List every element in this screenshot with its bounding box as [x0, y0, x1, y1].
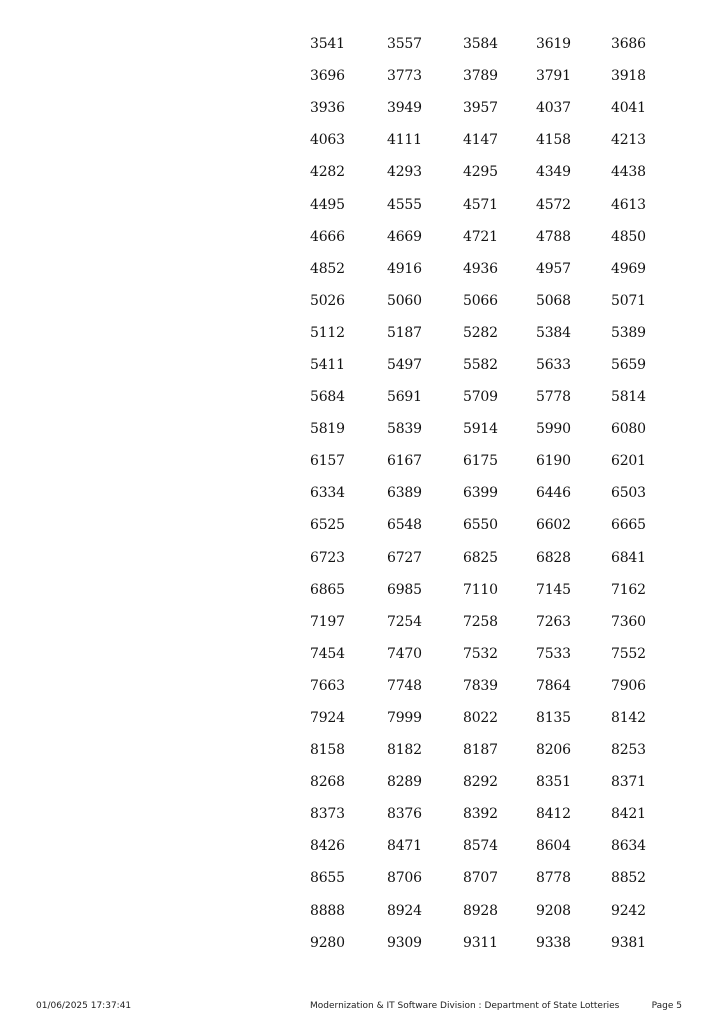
table-cell: 4969 [611, 260, 646, 277]
table-cell: 4572 [536, 196, 571, 213]
table-cell: 4788 [536, 228, 571, 245]
table-cell: 8158 [310, 742, 345, 759]
table-cell: 4555 [387, 196, 422, 213]
table-cell: 9309 [387, 934, 422, 951]
table-row [310, 413, 690, 445]
table-cell: 8142 [611, 710, 646, 727]
table-row [310, 445, 690, 477]
table-cell: 6080 [611, 421, 646, 438]
table-cell: 5691 [387, 389, 422, 406]
table-cell: 7906 [611, 677, 646, 694]
table-cell: 8392 [463, 806, 498, 823]
table-cell: 5839 [387, 421, 422, 438]
table-cell: 4957 [536, 260, 571, 277]
table-cell: 4293 [387, 164, 422, 181]
table-cell: 7263 [536, 613, 571, 630]
table-cell: 6602 [536, 517, 571, 534]
table-cell: 6157 [310, 453, 345, 470]
table-row [310, 670, 690, 702]
table-cell: 8655 [310, 870, 345, 887]
table-cell: 6175 [463, 453, 498, 470]
table-cell: 5497 [387, 356, 422, 373]
table-row [310, 509, 690, 541]
table-cell: 4213 [611, 132, 646, 149]
table-row [310, 381, 690, 413]
table-cell: 5814 [611, 389, 646, 406]
table-cell: 8135 [536, 710, 571, 727]
table-cell: 3773 [387, 68, 422, 85]
table-cell: 8706 [387, 870, 422, 887]
table-row [310, 188, 690, 220]
table-cell: 7254 [387, 613, 422, 630]
table-cell: 4147 [463, 132, 498, 149]
table-cell: 9311 [463, 934, 498, 951]
table-cell: 4936 [463, 260, 498, 277]
table-cell: 4349 [536, 164, 571, 181]
table-cell: 9242 [611, 902, 646, 919]
table-cell: 5819 [310, 421, 345, 438]
table-cell: 6389 [387, 485, 422, 502]
table-cell: 3584 [463, 36, 498, 53]
table-cell: 8471 [387, 838, 422, 855]
table-cell: 4037 [536, 100, 571, 117]
table-cell: 7748 [387, 677, 422, 694]
table-cell: 8604 [536, 838, 571, 855]
table-cell: 7454 [310, 645, 345, 662]
table-row [310, 477, 690, 509]
table-cell: 5582 [463, 356, 498, 373]
table-cell: 5411 [310, 356, 345, 373]
table-cell: 4571 [463, 196, 498, 213]
table-cell: 4158 [536, 132, 571, 149]
table-cell: 4721 [463, 228, 498, 245]
table-cell: 5026 [310, 292, 345, 309]
table-cell: 5187 [387, 324, 422, 341]
table-cell: 7470 [387, 645, 422, 662]
table-cell: 8376 [387, 806, 422, 823]
table-cell: 5659 [611, 356, 646, 373]
table-cell: 5389 [611, 324, 646, 341]
table-cell: 7145 [536, 581, 571, 598]
table-cell: 9381 [611, 934, 646, 951]
table-cell: 7839 [463, 677, 498, 694]
table-cell: 8426 [310, 838, 345, 855]
table-cell: 6825 [463, 549, 498, 566]
table-cell: 6865 [310, 581, 345, 598]
table-row [310, 542, 690, 574]
table-cell: 7552 [611, 645, 646, 662]
table-cell: 7924 [310, 710, 345, 727]
footer-division-label: Modernization & IT Software Division : Department of State Lotteries [310, 1001, 620, 1011]
table-cell: 8707 [463, 870, 498, 887]
table-cell: 4063 [310, 132, 345, 149]
table-cell: 4669 [387, 228, 422, 245]
table-cell: 4916 [387, 260, 422, 277]
footer-timestamp: 01/06/2025 17:37:41 [36, 1001, 132, 1011]
table-cell: 3619 [536, 36, 571, 53]
table-cell: 4613 [611, 196, 646, 213]
table-cell: 6548 [387, 517, 422, 534]
table-cell: 7663 [310, 677, 345, 694]
table-cell: 3557 [387, 36, 422, 53]
table-cell: 5066 [463, 292, 498, 309]
table-row [310, 574, 690, 606]
table-cell: 5633 [536, 356, 571, 373]
table-row [310, 766, 690, 798]
table-cell: 8253 [611, 742, 646, 759]
table-cell: 7258 [463, 613, 498, 630]
table-cell: 8924 [387, 902, 422, 919]
table-cell: 8888 [310, 902, 345, 919]
table-cell: 8412 [536, 806, 571, 823]
table-cell: 8187 [463, 742, 498, 759]
table-cell: 8022 [463, 710, 498, 727]
table-cell: 9280 [310, 934, 345, 951]
table-cell: 4295 [463, 164, 498, 181]
table-cell: 6723 [310, 549, 345, 566]
table-cell: 6446 [536, 485, 571, 502]
table-cell: 4111 [387, 132, 422, 149]
table-cell: 7532 [463, 645, 498, 662]
table-cell: 8373 [310, 806, 345, 823]
table-cell: 3957 [463, 100, 498, 117]
table-cell: 5282 [463, 324, 498, 341]
table-cell: 6828 [536, 549, 571, 566]
table-row [310, 28, 690, 60]
table-row [310, 862, 690, 894]
table-cell: 7110 [463, 581, 498, 598]
table-cell: 5914 [463, 421, 498, 438]
table-cell: 5778 [536, 389, 571, 406]
table-cell: 8928 [463, 902, 498, 919]
table-cell: 4495 [310, 196, 345, 213]
table-row [310, 830, 690, 862]
table-cell: 5071 [611, 292, 646, 309]
table-cell: 8268 [310, 774, 345, 791]
table-cell: 6334 [310, 485, 345, 502]
table-cell: 6727 [387, 549, 422, 566]
footer-page-number: Page 5 [651, 1001, 682, 1011]
table-row [310, 798, 690, 830]
table-cell: 3789 [463, 68, 498, 85]
table-cell: 5709 [463, 389, 498, 406]
table-cell: 8574 [463, 838, 498, 855]
table-cell: 6167 [387, 453, 422, 470]
table-cell: 3791 [536, 68, 571, 85]
table-row [310, 60, 690, 92]
table-row [310, 606, 690, 638]
table-cell: 7999 [387, 710, 422, 727]
table-cell: 5990 [536, 421, 571, 438]
table-cell: 6190 [536, 453, 571, 470]
table-cell: 7533 [536, 645, 571, 662]
results-number-table-body [310, 28, 690, 959]
table-row [310, 927, 690, 959]
table-row [310, 156, 690, 188]
table-row [310, 317, 690, 349]
table-cell: 7864 [536, 677, 571, 694]
table-cell: 3696 [310, 68, 345, 85]
table-row [310, 221, 690, 253]
table-row [310, 124, 690, 156]
table-cell: 4438 [611, 164, 646, 181]
table-cell: 3949 [387, 100, 422, 117]
table-cell: 3918 [611, 68, 646, 85]
table-cell: 5068 [536, 292, 571, 309]
table-cell: 3686 [611, 36, 646, 53]
table-cell: 6503 [611, 485, 646, 502]
table-row [310, 253, 690, 285]
table-cell: 3936 [310, 100, 345, 117]
results-number-table [310, 28, 690, 959]
table-cell: 8206 [536, 742, 571, 759]
table-cell: 5112 [310, 324, 345, 341]
table-row [310, 638, 690, 670]
table-cell: 6399 [463, 485, 498, 502]
table-cell: 6985 [387, 581, 422, 598]
table-row [310, 895, 690, 927]
table-cell: 8634 [611, 838, 646, 855]
table-cell: 4282 [310, 164, 345, 181]
table-cell: 4666 [310, 228, 345, 245]
table-cell: 8852 [611, 870, 646, 887]
table-cell: 4041 [611, 100, 646, 117]
table-cell: 3541 [310, 36, 345, 53]
table-cell: 8351 [536, 774, 571, 791]
table-row [310, 702, 690, 734]
table-cell: 6841 [611, 549, 646, 566]
table-cell: 5684 [310, 389, 345, 406]
table-cell: 7162 [611, 581, 646, 598]
table-cell: 6665 [611, 517, 646, 534]
table-cell: 8182 [387, 742, 422, 759]
table-cell: 7360 [611, 613, 646, 630]
table-row [310, 285, 690, 317]
table-cell: 9208 [536, 902, 571, 919]
table-cell: 4850 [611, 228, 646, 245]
table-cell: 8421 [611, 806, 646, 823]
table-cell: 6550 [463, 517, 498, 534]
table-cell: 5384 [536, 324, 571, 341]
table-cell: 5060 [387, 292, 422, 309]
table-row [310, 92, 690, 124]
table-cell: 6525 [310, 517, 345, 534]
table-row [310, 734, 690, 766]
table-cell: 6201 [611, 453, 646, 470]
table-cell: 9338 [536, 934, 571, 951]
table-row [310, 349, 690, 381]
table-cell: 8292 [463, 774, 498, 791]
table-cell: 8778 [536, 870, 571, 887]
table-cell: 7197 [310, 613, 345, 630]
table-cell: 4852 [310, 260, 345, 277]
table-cell: 8371 [611, 774, 646, 791]
table-cell: 8289 [387, 774, 422, 791]
